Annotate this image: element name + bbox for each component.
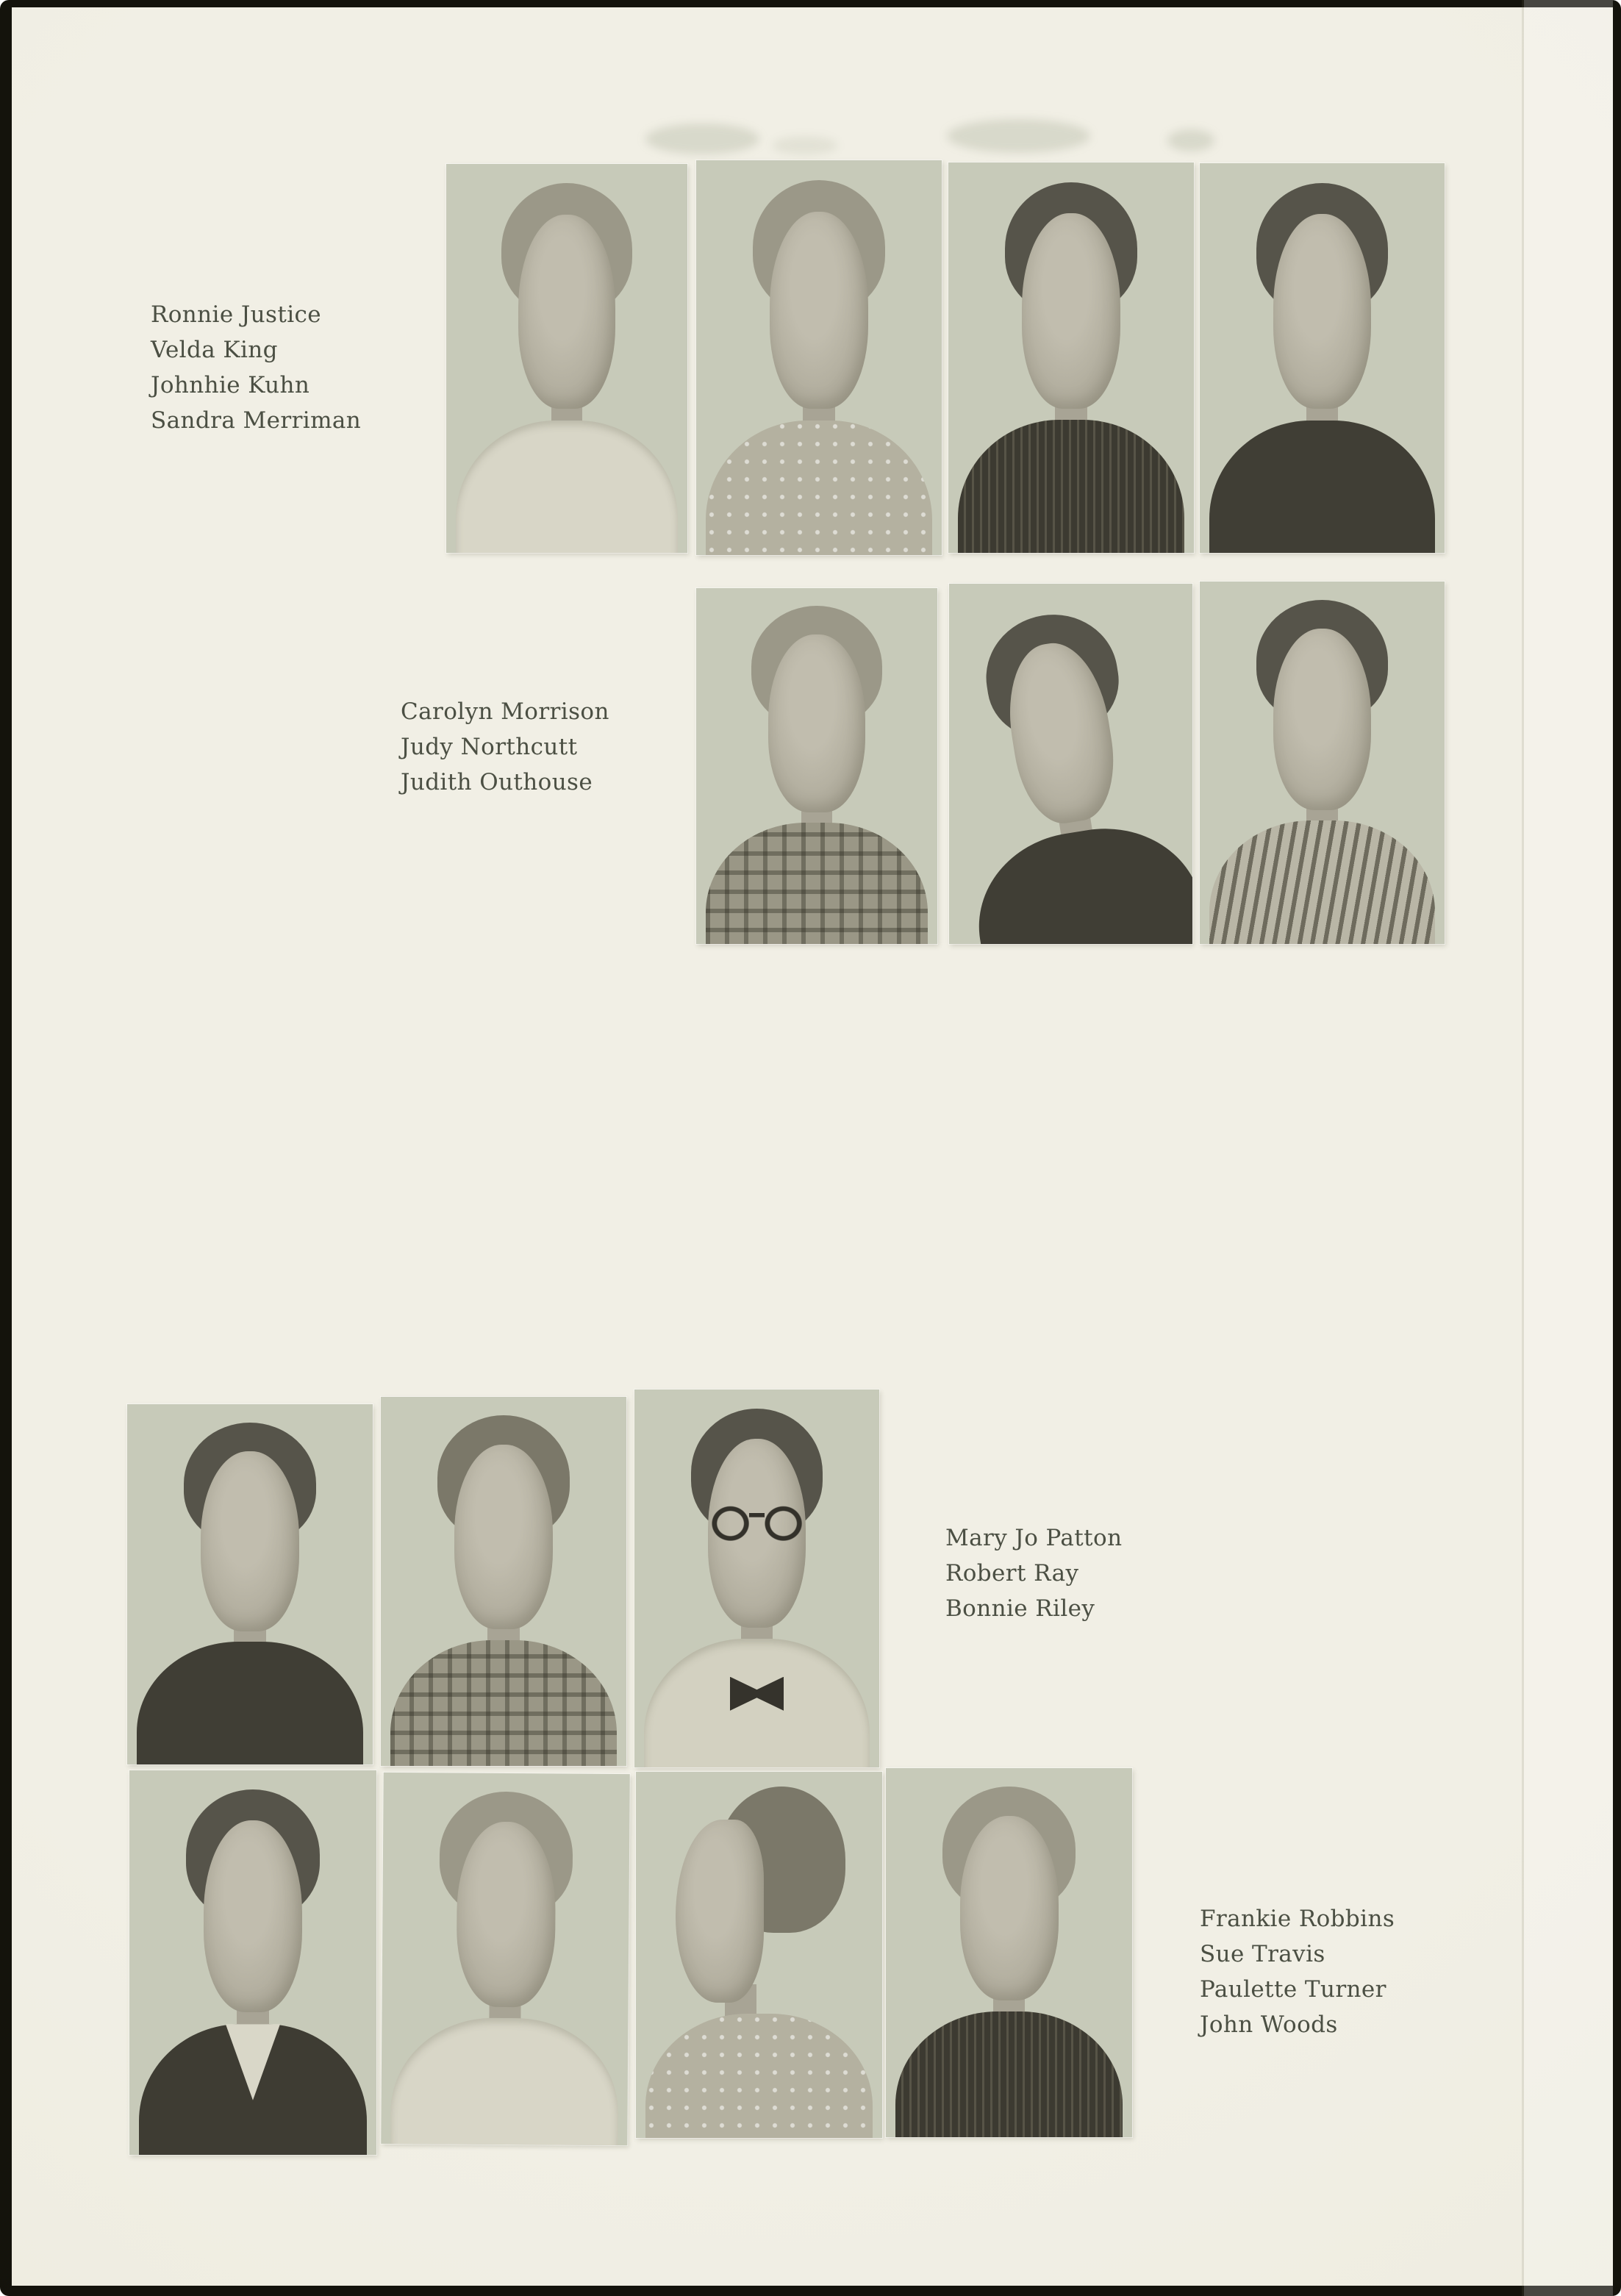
clothing-shape [139, 2024, 366, 2155]
portrait-photo [129, 1770, 376, 2155]
name-list [945, 1520, 1122, 1626]
portrait-photo [886, 1768, 1132, 2137]
student-name: Judy Northcutt [401, 734, 578, 760]
portrait [949, 584, 1192, 944]
portrait-photo [381, 1397, 626, 1766]
face-shape [1273, 629, 1371, 810]
student-name: Robert Ray [945, 1560, 1079, 1587]
portrait-photo [381, 1773, 630, 2145]
portrait [1200, 163, 1445, 553]
face-shape [1022, 213, 1120, 409]
student-name: Carolyn Morrison [401, 698, 609, 725]
name-list [1200, 1901, 1395, 2042]
clothing-shape [895, 2011, 1122, 2137]
face-shape [201, 1451, 299, 1631]
portrait-photo [696, 588, 937, 944]
clothing-shape [137, 1642, 362, 1764]
face-shape [768, 634, 865, 812]
face-shape [770, 212, 868, 410]
portrait [696, 588, 937, 944]
scan-smudge [645, 124, 759, 154]
portrait-photo [127, 1404, 373, 1764]
scan-smudge [772, 136, 838, 155]
scan-smudge [947, 119, 1090, 153]
portrait [381, 1397, 626, 1766]
portrait [636, 1772, 882, 2138]
scan-smudge [1167, 129, 1214, 151]
portrait-photo [1200, 163, 1445, 553]
portrait-photo [948, 162, 1194, 553]
student-name: Velda King [151, 337, 278, 363]
name-list [151, 297, 361, 438]
page-margin-shading [1524, 0, 1613, 2296]
portrait [1200, 582, 1445, 944]
clothing-shape [966, 815, 1192, 944]
clothing-shape [390, 1640, 616, 1766]
clothing-shape [645, 2014, 872, 2138]
clothing-shape [958, 420, 1184, 553]
portrait [634, 1390, 879, 1767]
portrait-photo [1200, 582, 1445, 944]
face-shape [1273, 214, 1371, 409]
name-list [401, 694, 609, 800]
portrait-photo [634, 1390, 879, 1767]
clothing-shape [706, 421, 931, 555]
portrait-photo [696, 160, 942, 555]
portrait [696, 160, 942, 555]
clothing-shape [1209, 820, 1434, 944]
student-name: Paulette Turner [1200, 1976, 1386, 2003]
student-name: Johnhie Kuhn [151, 372, 310, 398]
student-name: Bonnie Riley [945, 1595, 1095, 1622]
portrait [381, 1773, 630, 2145]
portrait [129, 1770, 376, 2155]
clothing-shape [644, 1639, 869, 1767]
face-shape [676, 1820, 765, 2003]
portrait-photo [949, 584, 1192, 944]
face-shape [454, 1445, 553, 1629]
cat-eye-glasses-icon [708, 1503, 806, 1545]
portrait-photo [446, 164, 687, 553]
student-name: Judith Outhouse [401, 769, 593, 795]
portrait-photo [636, 1772, 882, 2138]
student-name: Sue Travis [1200, 1941, 1325, 1967]
face-shape [456, 1821, 556, 2007]
face-shape [204, 1820, 302, 2013]
portrait [446, 164, 687, 553]
clothing-shape [706, 823, 928, 944]
clothing-shape [456, 421, 678, 553]
student-name: Frankie Robbins [1200, 1906, 1395, 1932]
portrait [886, 1768, 1132, 2137]
portrait [127, 1404, 373, 1764]
face-shape [518, 215, 615, 410]
face-shape [960, 1816, 1059, 2000]
student-name: Mary Jo Patton [945, 1525, 1123, 1551]
clothing-shape [391, 2017, 618, 2145]
portrait [948, 162, 1194, 553]
student-name: Ronnie Justice [151, 301, 322, 328]
clothing-shape [1209, 421, 1434, 553]
student-name: John Woods [1200, 2011, 1338, 2038]
student-name: Sandra Merriman [151, 407, 362, 434]
